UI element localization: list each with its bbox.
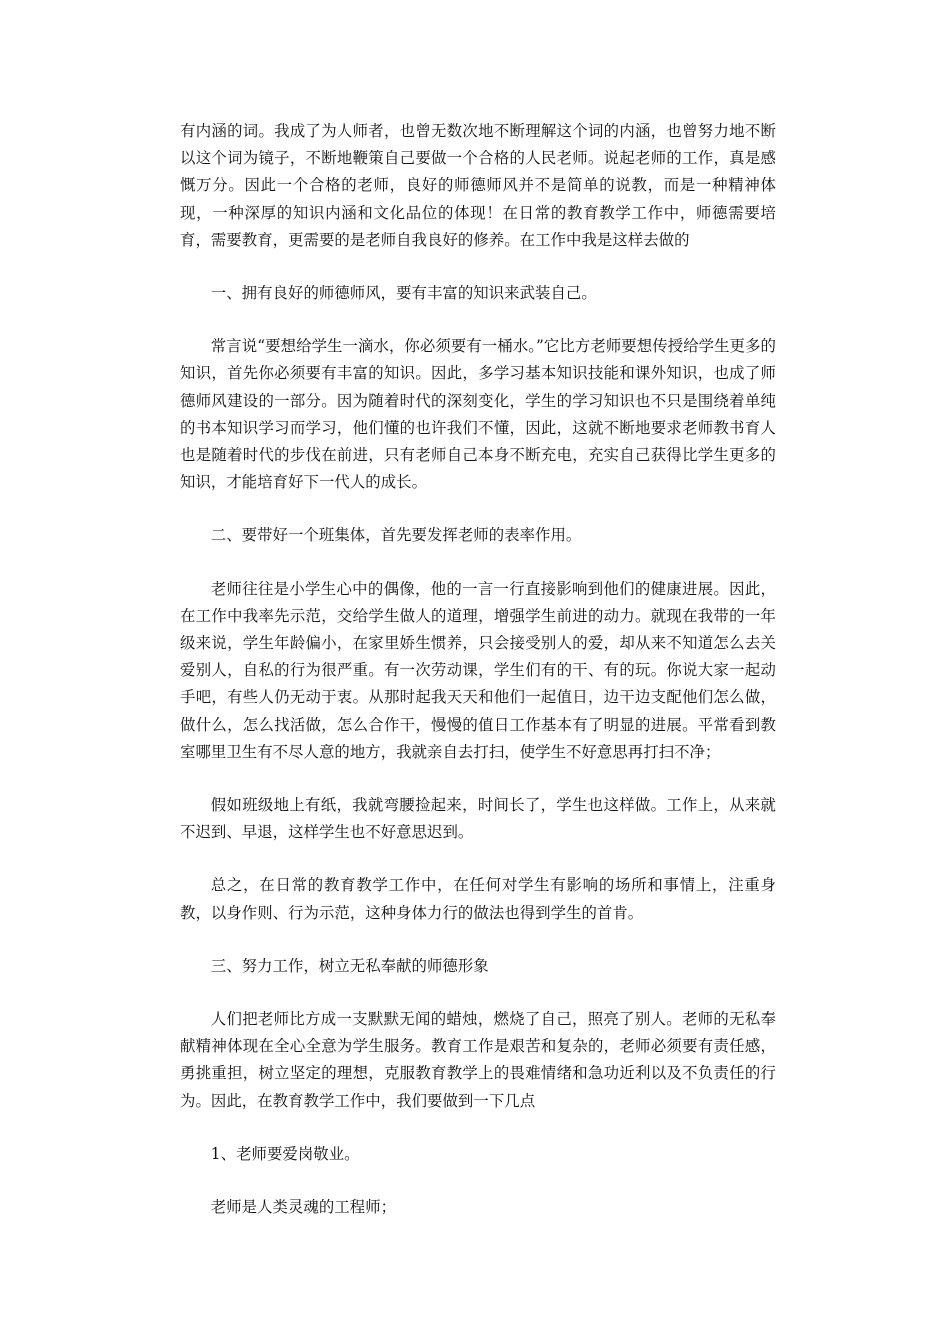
section-heading-1: 一、拥有良好的师德师风，要有丰富的知识来武装自己。	[210, 284, 597, 303]
paragraph-knowledge: 常言说“要想给学生一滴水，你必须要有一桶水。”它比方老师要想传授给学生更多的知识，首先你必须要有丰富的知识。因此，多学习基本知识技能和课外知识，也成了师德师风建设的一部分。因为随着时代的深刻变化，学生的学习知识也不只是围绕着单纯的书本知识学习而学习，他们懂的也许我们不懂，因此，这就不断地要求老师教书育人也是随着时代的步伐在前进，只有老师自己本身不断充电，充实自己获得比学生更多的知识，才能培育好下一代人的成长。	[180, 337, 776, 492]
paragraph-role-model: 老师往往是小学生心中的偶像，他的一言一行直接影响到他们的健康进展。因此，在工作中我率先示范，交给学生做人的道理，增强学生前进的动力。就现在我带的一年级来说，学生年龄偏小，在家里娇生惯养，只会接受别人的爱，却从来不知道怎么去关爱别人，自私的行为很严重。有一次劳动课，学生们有的干、有的玩。你说大家一起动手吧，有些人仍无动于衷。从那时起我天天和他们一起值日，边干边支配他们怎么做，做什么，怎么找活做，怎么合作干，慢慢的值日工作基本有了明显的进展。平常看到教室哪里卫生有不尽人意的地方，我就亲自去打扫，使学生不好意思再打扫不净；	[180, 579, 776, 761]
subsection-heading-1: 1、老师要爱岗敬业。	[210, 1144, 360, 1163]
document-body	[180, 118, 776, 1247]
paragraph-example: 假如班级地上有纸，我就弯腰捡起来，时间长了，学生也这样做。工作上，从来就不迟到、早退，这样学生也不好意思迟到。	[180, 796, 776, 842]
paragraph-intro: 有内涵的词。我成了为人师者，也曾无数次地不断理解这个词的内涵，也曾努力地不断以这个词为镜子，不断地鞭策自己要做一个合格的人民老师。说起老师的工作，真是感慨万分。因此一个合格的老师，良好的师德师风并不是简单的说教，而是一种精神体现，一种深厚的知识内涵和文化品位的体现！在日常的教育教学工作中，师德需要培育，需要教育，更需要的是老师自我良好的修养。在工作中我是这样去做的	[180, 122, 776, 249]
section-heading-3: 三、努力工作，树立无私奉献的师德形象	[210, 956, 489, 975]
paragraph-summary: 总之，在日常的教育教学工作中，在任何对学生有影响的场所和事情上，注重身教，以身作则、行为示范，这种身体力行的做法也得到学生的首肯。	[180, 876, 776, 922]
paragraph-dedication: 人们把老师比方成一支默默无闻的蜡烛，燃烧了自己，照亮了别人。老师的无私奉献精神体现在全心全意为学生服务。教育工作是艰苦和复杂的，老师必须要有责任感，勇挑重担，树立坚定的理想，克服教育教学上的畏难情绪和急功近利以及不负责任的行为。因此，在教育教学工作中，我们要做到一下几点	[180, 1010, 776, 1110]
paragraph-engineer: 老师是人类灵魂的工程师；	[210, 1198, 397, 1217]
section-heading-2: 二、要带好一个班集体，首先要发挥老师的表率作用。	[210, 526, 582, 545]
